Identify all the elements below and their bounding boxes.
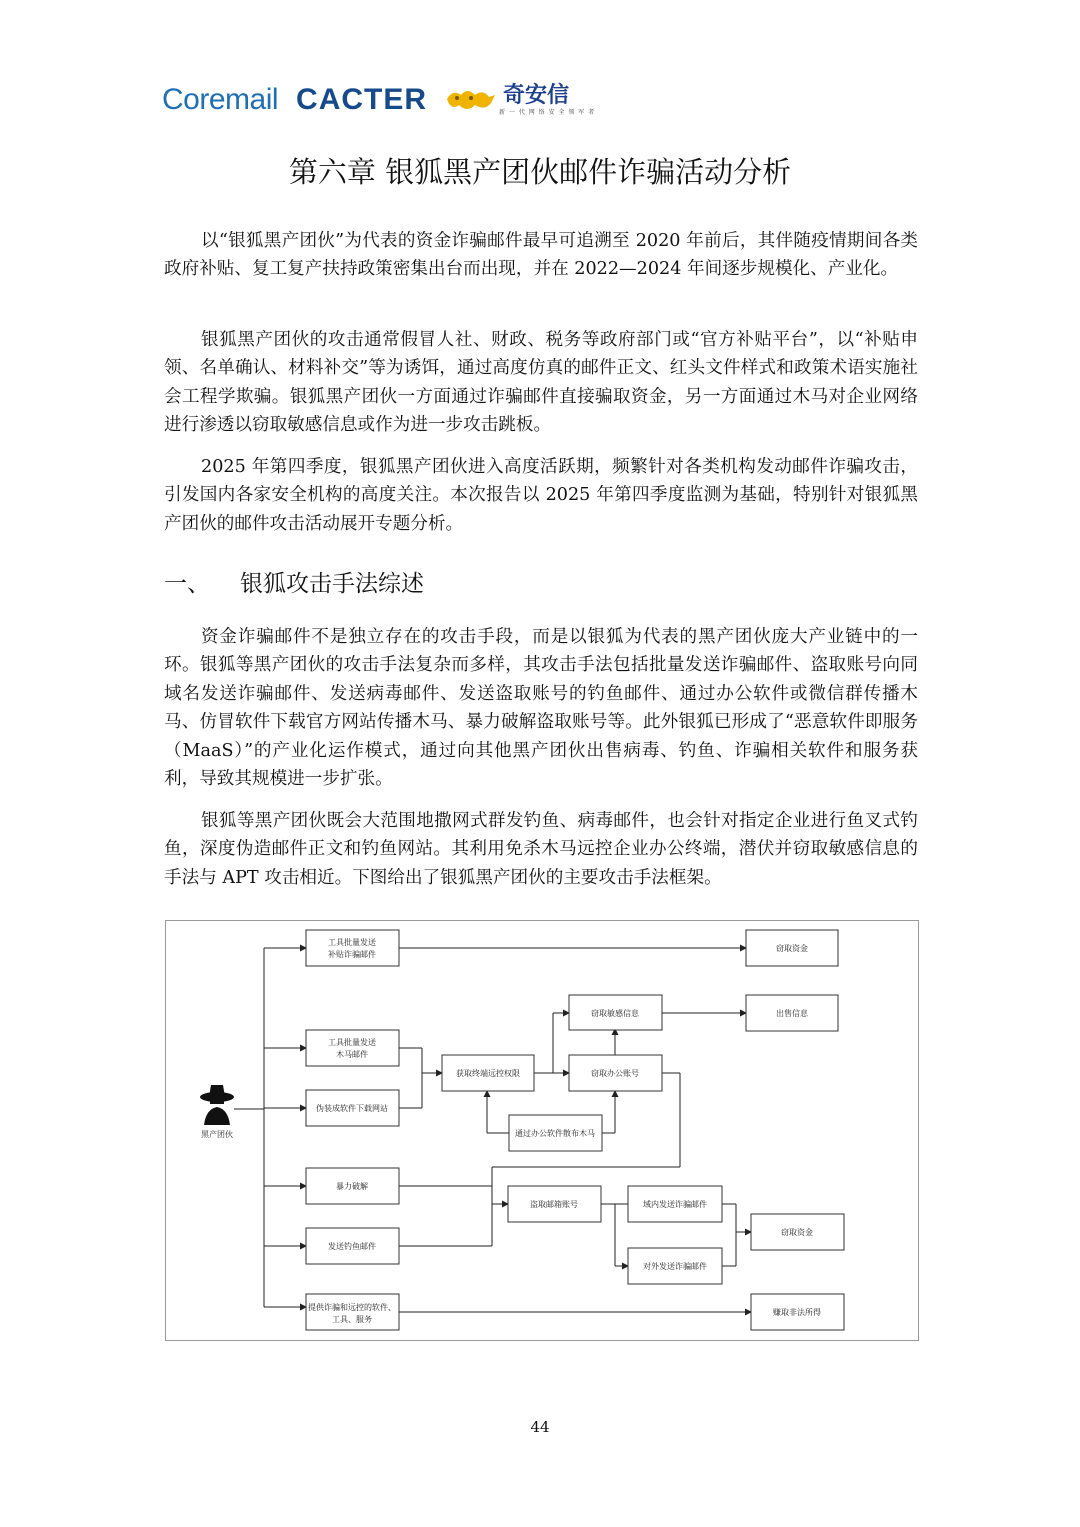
label-provide-tools-1: 提供诈骗和远控的软件、 [308, 1303, 396, 1312]
hacker-icon [200, 1085, 234, 1125]
chapter-title: 第六章 银狐黑产团伙邮件诈骗活动分析 [288, 155, 792, 189]
qax-slogan: 新 一 代 网 络 安 全 领 军 者 [499, 108, 596, 116]
intro-paragraph-2: 银狐黑产团伙的攻击通常假冒人社、财政、税务等政府部门或“官方补贴平台”，以“补贴申领、名单确认、材料补交”等为诱饵，通过高度仿真的邮件正文、红头文件样式和政策术语实施社会工程学欺骗。银狐黑产团伙一方面通过诈骗邮件直接骗取资金，另一方面通过木马对企业网络进行渗透以窃取敏感信息或作为进一步攻击跳板。 [164, 330, 918, 436]
label-steal-office: 窃取办公账号 [591, 1069, 639, 1078]
actor-label: 黑产团伙 [201, 1130, 233, 1139]
section-title: 银狐攻击手法综述 [240, 571, 424, 597]
label-batch-trojan-2: 木马邮件 [336, 1050, 368, 1059]
label-batch-subsidy-2: 补贴诈骗邮件 [328, 950, 376, 959]
label-steal-funds-1: 窃取资金 [776, 944, 808, 953]
label-batch-subsidy-1: 工具批量发送 [328, 938, 376, 947]
label-brute-force: 暴力破解 [336, 1182, 368, 1191]
section-paragraph-1: 资金诈骗邮件不是独立存在的攻击手段，而是以银狐为代表的黑产团伙庞大产业链中的一环。银狐等黑产团伙的攻击手法复杂而多样，其攻击手法包括批量发送诈骗邮件、盗取账号向同域名发送诈骗邮件、发送病毒邮件、发送盗取账号的钓鱼邮件、通过办公软件或微信群传播木马、仿冒软件下载官方网站传播木马、暴力破解盗取账号等。此外银狐已形成了“恶意软件即服务（MaaS）”的产业化运作模式，通过向其他黑产团伙出售病毒、钓鱼、诈骗相关软件和服务获利，导致其规模进一步扩张。 [164, 627, 918, 790]
label-steal-funds-2: 窃取资金 [781, 1228, 813, 1237]
qax-logo [445, 82, 596, 116]
intro-paragraph-1: 以“银狐黑产团伙”为代表的资金诈骗邮件最早可追溯至 2020 年前后，其伴随疫情期间各类政府补贴、复工复产扶持政策密集出台而出现，并在 2022—2024 年间逐步规模化、产业化。 [164, 231, 918, 280]
label-steal-mailbox: 盗取邮箱账号 [530, 1200, 578, 1209]
header-logos [162, 78, 595, 122]
label-provide-tools-2: 工具、服务 [332, 1315, 372, 1324]
label-get-remote: 获取终端远控权限 [456, 1069, 520, 1078]
label-batch-trojan-1: 工具批量发送 [328, 1038, 376, 1047]
section-paragraph-2: 银狐等黑产团伙既会大范围地撒网式群发钓鱼、病毒邮件，也会针对指定企业进行鱼叉式钓鱼，深度伪造邮件正文和钓鱼网站。其利用免杀木马远控企业办公终端，潜伏并窃取敏感信息的手法与 APT 攻击相近。下图给出了银狐黑产团伙的主要攻击手法框架。 [164, 811, 918, 888]
page-number: 44 [530, 1418, 550, 1436]
label-illegal-income: 赚取非法所得 [773, 1308, 821, 1317]
label-external-fraud: 对外发送诈骗邮件 [643, 1262, 707, 1271]
qax-mark-icon [445, 85, 499, 115]
node-provide-tools [306, 1294, 399, 1330]
attack-framework-diagram [165, 920, 919, 1341]
diagram-canvas [166, 921, 920, 1342]
label-phishing-mail: 发送钓鱼邮件 [328, 1242, 376, 1251]
coremail-logo: Coremail [162, 83, 279, 116]
section-heading [164, 565, 424, 598]
label-sell-info: 出售信息 [776, 1009, 808, 1018]
node-batch-trojan [306, 1030, 399, 1066]
section-number: 一、 [164, 571, 210, 597]
label-steal-sensitive: 窃取敏感信息 [591, 1009, 639, 1018]
intro-paragraph-3: 2025 年第四季度，银狐黑产团伙进入高度活跃期，频繁针对各类机构发动邮件诈骗攻击，引发国内各家安全机构的高度关注。本次报告以 2025 年第四季度监测为基础，特别针对银狐黑产团伙的邮件攻击活动展开专题分析。 [164, 457, 918, 534]
label-office-trojan: 通过办公软件散布木马 [515, 1129, 595, 1138]
label-fake-software: 伪装成软件下载网站 [316, 1104, 388, 1113]
node-batch-subsidy [306, 930, 399, 966]
label-internal-fraud: 域内发送诈骗邮件 [643, 1200, 707, 1209]
cacter-logo: CACTER [296, 83, 428, 116]
qax-name: 奇安信 [503, 82, 570, 108]
